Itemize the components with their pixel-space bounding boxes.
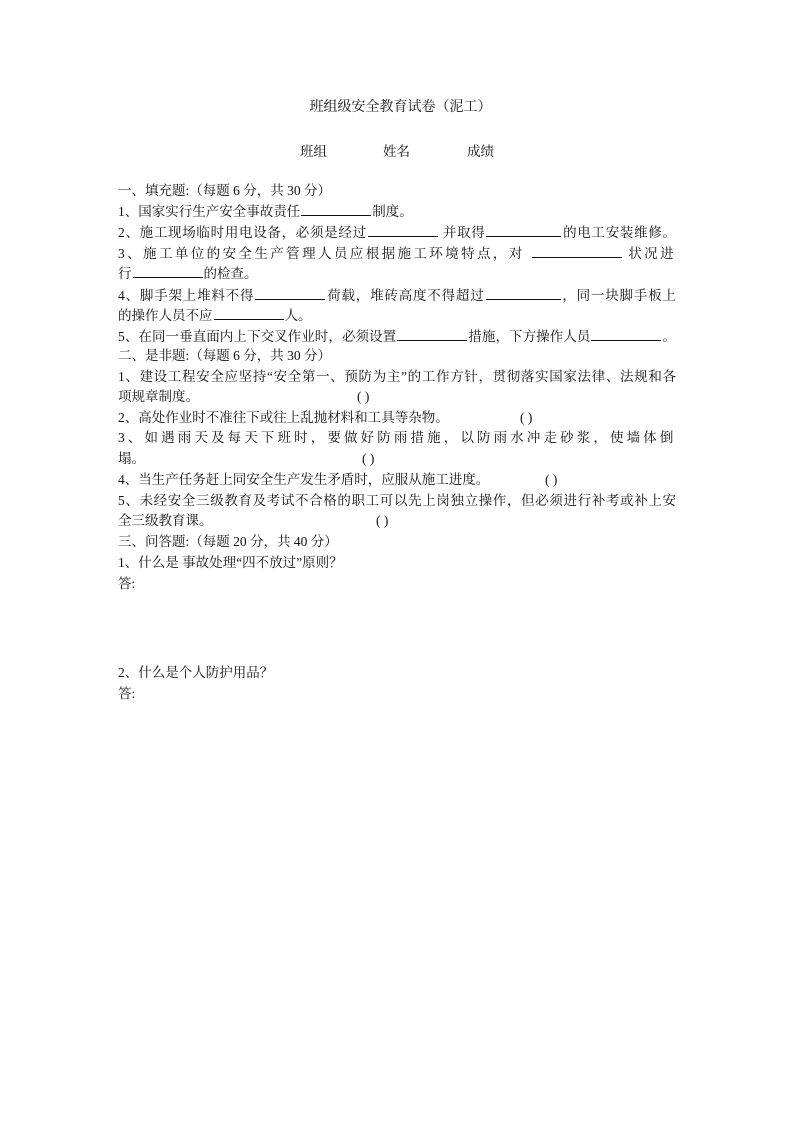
field-team: 班组 [300, 144, 327, 159]
section3-heading: 三、问答题:（每题 20 分，共 40 分） [118, 534, 338, 549]
s1-q4-line1: 4、脚手架上堆料不得 荷载，堆砖高度不得超过 ，同一块脚手板上 [118, 288, 677, 303]
s1-q2: 2、施工现场临时用电设备，必须是经过 并取得 的电工安装维修。 [118, 225, 677, 240]
s2-q4: 4、当生产任务赶上同安全生产发生矛盾时，应服从施工进度。 ( ) [118, 472, 558, 487]
blank[interactable] [486, 286, 561, 300]
field-score: 成绩 [467, 144, 494, 159]
blank[interactable] [532, 244, 622, 258]
s1-q4-line2: 的操作人员不应 人。 [118, 308, 312, 323]
s2-q3-line2: 塌。 ( ) [118, 451, 375, 466]
blank[interactable] [214, 306, 284, 320]
blank[interactable] [133, 264, 203, 278]
s1-q3-line2: 行 的检查。 [118, 266, 258, 281]
field-name: 姓名 [383, 144, 410, 159]
s2-q1-line1: 1、建设工程安全应坚持“安全第一、预防为主”的工作方针，贯彻落实国家法律、法规和各 [118, 369, 676, 384]
s3-q1-answer-label: 答: [118, 576, 136, 591]
blank[interactable] [255, 286, 325, 300]
answer-paren[interactable]: ( ) [362, 451, 375, 466]
answer-paren[interactable]: ( ) [520, 410, 533, 425]
s3-q1: 1、什么是 事故处理“四不放过”原则？ [118, 555, 343, 570]
s2-q2: 2、高处作业时不准往下或往上乱抛材料和工具等杂物。 ( ) [118, 410, 533, 425]
s1-q1: 1、国家实行生产安全事故责任 制度。 [118, 204, 413, 219]
blank[interactable] [301, 202, 371, 216]
blank[interactable] [486, 223, 561, 237]
blank[interactable] [591, 327, 661, 341]
s2-q5-line1: 5、未经安全三级教育及考试不合格的职工可以先上岗独立操作，但必须进行补考或补上安 [118, 493, 676, 508]
section2-heading: 二、是非题:（每题 6 分，共 30 分） [118, 348, 332, 363]
s1-q5: 5、在同一垂直面内上下交叉作业时，必须设置 措施，下方操作人员 。 [118, 329, 677, 344]
s2-q5-line2: 全三级教育课。 ( ) [118, 513, 389, 528]
section1-heading: 一、填充题:（每题 6 分，共 30 分） [118, 183, 332, 198]
blank[interactable] [368, 223, 438, 237]
s3-q2-answer-label: 答: [118, 686, 136, 701]
exam-title: 班组级安全教育试卷（泥工） [309, 100, 492, 115]
blank[interactable] [397, 327, 467, 341]
answer-paren[interactable]: ( ) [357, 389, 370, 404]
s2-q1-line2: 项规章制度。 ( ) [118, 389, 370, 404]
answer-paren[interactable]: ( ) [376, 513, 389, 528]
s3-q2: 2、什么是个人防护用品？ [118, 665, 274, 680]
s2-q3-line1: 3、如遇雨天及每天下班时，要做好防雨措施，以防雨水冲走砂浆，使墙体倒 [118, 430, 676, 445]
s1-q3-line1: 3、施工单位的安全生产管理人员应根据施工环境特点，对 状况进 [118, 246, 676, 261]
answer-paren[interactable]: ( ) [545, 472, 558, 487]
